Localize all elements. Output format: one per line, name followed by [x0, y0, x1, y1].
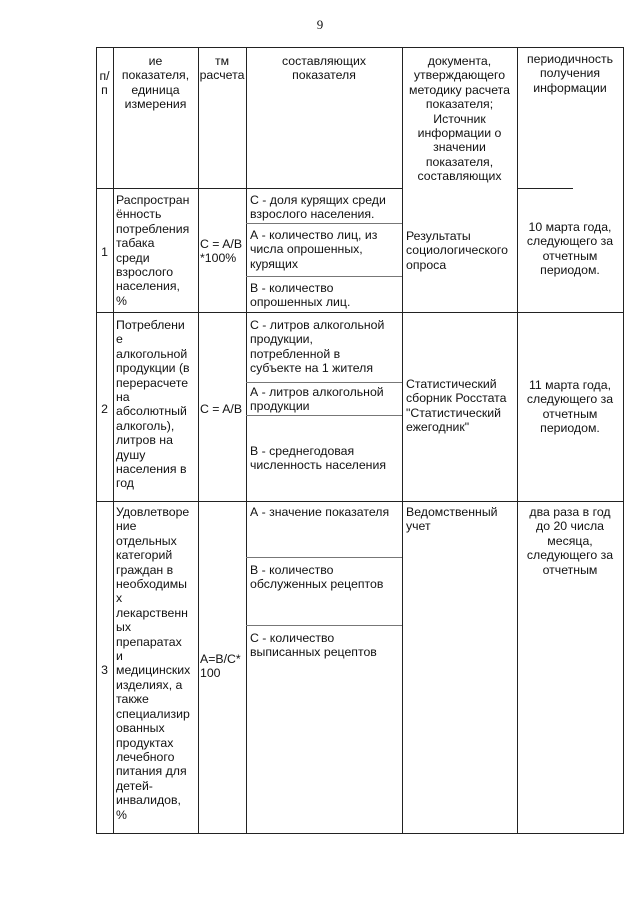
row-border	[96, 501, 624, 502]
subrow-border	[246, 382, 402, 383]
header-line: единица	[131, 82, 180, 97]
row-border	[517, 188, 573, 189]
header-line: информации	[533, 80, 607, 95]
text-line: продукции (в	[116, 361, 190, 376]
text-line: месяца,	[547, 533, 593, 548]
text-line: питания для	[116, 764, 187, 779]
text-line: литров на	[116, 433, 173, 448]
text-line: изделиях, а	[116, 677, 183, 692]
text-line: алкоголь),	[116, 418, 175, 433]
header-line: значении	[433, 140, 486, 155]
text-line: абсолютный	[116, 404, 187, 419]
text-line: Результаты	[406, 229, 471, 243]
text-line: необходимы	[116, 577, 188, 592]
header-line: получения	[539, 66, 601, 81]
text-line: ых	[116, 620, 131, 635]
text-line: периодом.	[540, 421, 600, 436]
text-line: В - среднегодовая	[250, 444, 355, 458]
header-line: составляющих	[281, 54, 367, 68]
header-line: методику расчета	[409, 82, 510, 97]
text-line: детей-	[116, 778, 153, 793]
text-line: год	[116, 476, 134, 491]
component-a	[250, 228, 402, 271]
text-line: периодом.	[540, 263, 600, 278]
text-line: е	[116, 332, 123, 347]
text-line: В - количество	[250, 281, 334, 295]
text-line: населения в	[116, 462, 187, 477]
text-line: опроса	[406, 257, 447, 272]
header-line: тм	[214, 54, 230, 68]
header-line: показателя	[292, 68, 356, 83]
text-line: отчетным	[542, 562, 598, 577]
text-line: отчетным	[542, 248, 598, 263]
subrow-border	[246, 276, 402, 277]
row-name	[116, 505, 198, 822]
text-line: курящих	[250, 256, 299, 271]
text-line: Потреблени	[116, 318, 185, 332]
row-num: 3	[101, 663, 108, 677]
text-line: продукции	[250, 399, 310, 414]
indicators-table	[96, 47, 624, 834]
header-line: п	[101, 83, 108, 98]
row-formula	[200, 402, 246, 416]
text-line: на	[116, 390, 130, 405]
subrow-border	[246, 625, 402, 626]
row-num: 1	[101, 245, 108, 259]
subrow-border	[246, 415, 402, 416]
text-line: категорий	[116, 548, 173, 563]
row-name	[116, 193, 198, 308]
column-border	[96, 47, 97, 834]
table-bottom-border	[96, 833, 624, 834]
row-formula	[200, 237, 246, 266]
text-line: х	[116, 591, 123, 606]
text-line: A=B/C*	[200, 652, 241, 666]
row-source	[406, 377, 517, 435]
text-line: С - количество	[250, 631, 335, 645]
text-line: сборник Росстата	[406, 391, 507, 406]
component-a	[250, 505, 402, 519]
row-source	[406, 229, 517, 272]
text-line: социологического	[406, 243, 508, 258]
header-line: ие	[148, 54, 163, 68]
text-line: взрослого населения.	[250, 207, 375, 222]
row-period	[517, 220, 623, 278]
text-line: числа опрошенных,	[250, 242, 363, 257]
header-line: расчета	[199, 68, 245, 83]
header-components	[246, 54, 402, 83]
text-line: опрошенных лиц.	[250, 295, 351, 310]
text-line: также	[116, 692, 149, 707]
text-line: специализир	[116, 706, 190, 721]
component-c	[250, 318, 402, 376]
text-line: взрослого	[116, 265, 174, 280]
component-c	[250, 193, 402, 222]
text-line: С - литров алкогольной	[250, 318, 385, 332]
header-line: показателя,	[121, 68, 190, 83]
component-a	[250, 385, 402, 414]
text-line: потребления	[116, 221, 190, 236]
header-line: измерения	[124, 97, 187, 112]
text-line: субъекте на 1 жителя	[250, 361, 374, 376]
text-line: продуктах	[116, 735, 174, 750]
text-line: перерасчете	[116, 375, 189, 390]
text-line: душу	[116, 447, 146, 462]
column-border	[517, 47, 518, 834]
text-line: выписанных рецептов	[250, 645, 377, 660]
text-line: продукции,	[250, 332, 313, 347]
column-border	[113, 47, 114, 834]
text-line: до 20 числа	[536, 519, 604, 534]
header-line: документа,	[427, 54, 492, 68]
text-line: и	[116, 649, 123, 664]
component-b	[250, 281, 402, 310]
text-line: ованных	[116, 721, 165, 736]
text-line: ежегодник"	[406, 420, 470, 435]
column-border	[623, 47, 624, 834]
text-line: Ведомственный	[406, 505, 498, 519]
row-num: 2	[101, 402, 108, 416]
text-line: инвалидов,	[116, 793, 181, 808]
table-top-border	[96, 47, 624, 48]
text-line: обслуженных рецептов	[250, 577, 384, 592]
text-line: С - доля курящих среди	[250, 193, 386, 207]
row-formula	[200, 652, 246, 681]
text-line: ённость	[116, 207, 162, 222]
text-line: ние	[116, 519, 137, 534]
text-line: %	[116, 293, 127, 308]
text-line: *100%	[200, 251, 237, 266]
text-line: два раза в год	[529, 505, 611, 519]
text-line: 11 марта года,	[528, 378, 611, 392]
text-line: отчетным	[542, 406, 598, 421]
row-period	[517, 505, 623, 577]
row-border	[96, 312, 624, 313]
text-line: населения,	[116, 279, 180, 294]
text-line: потребленной в	[250, 346, 341, 361]
header-line: периодичность	[526, 52, 614, 66]
text-line: численность населения	[250, 458, 387, 473]
text-line: медицинских	[116, 663, 191, 678]
column-border	[246, 47, 247, 834]
header-line: п/	[99, 69, 110, 83]
text-line: Распростран	[116, 193, 190, 207]
header-line: Источник	[433, 111, 486, 126]
header-document	[402, 54, 517, 184]
text-line: следующего за	[526, 392, 614, 407]
column-border	[198, 47, 199, 834]
text-line: C = A/B	[200, 402, 243, 416]
header-line: информации о	[417, 126, 502, 141]
subrow-border	[246, 557, 402, 558]
row-border	[96, 188, 402, 189]
text-line: лекарственн	[116, 605, 188, 620]
text-line: "Статистический	[406, 405, 501, 420]
header-line: показателя,	[425, 154, 494, 169]
text-line: алкогольной	[116, 346, 188, 361]
component-b	[250, 563, 402, 592]
text-line: препаратах	[116, 634, 182, 649]
text-line: А - литров алкогольной	[250, 385, 384, 399]
text-line: Статистический	[406, 377, 497, 391]
text-line: В - количество	[250, 563, 334, 577]
text-line: граждан в	[116, 562, 174, 577]
text-line: А - количество лиц, из	[250, 228, 378, 242]
header-name	[113, 54, 198, 112]
text-line: следующего за	[526, 548, 614, 563]
text-line: лечебного	[116, 749, 175, 764]
text-line: учет	[406, 519, 431, 534]
text-line: 10 марта года,	[528, 220, 612, 234]
header-formula	[198, 54, 246, 83]
row-source	[406, 505, 517, 534]
row-name	[116, 318, 198, 491]
page-number: 9	[316, 17, 324, 32]
text-line: среди	[116, 250, 150, 265]
text-line: табака	[116, 236, 155, 251]
header-num	[96, 69, 113, 98]
text-line: Удовлетворе	[116, 505, 190, 519]
header-line: показателя;	[425, 97, 494, 112]
header-line: утверждающего	[413, 68, 506, 83]
component-b	[250, 444, 402, 473]
subrow-border	[246, 223, 402, 224]
text-line: C = A/B	[200, 237, 243, 251]
text-line: отдельных	[116, 533, 177, 548]
text-line: %	[116, 807, 127, 822]
component-c	[250, 631, 402, 660]
text-line: 100	[200, 666, 221, 681]
row-period	[517, 378, 623, 436]
text-line: А - значение показателя	[250, 505, 390, 519]
text-line: следующего за	[526, 234, 614, 249]
header-period	[517, 52, 623, 95]
header-line: составляющих	[417, 169, 502, 184]
